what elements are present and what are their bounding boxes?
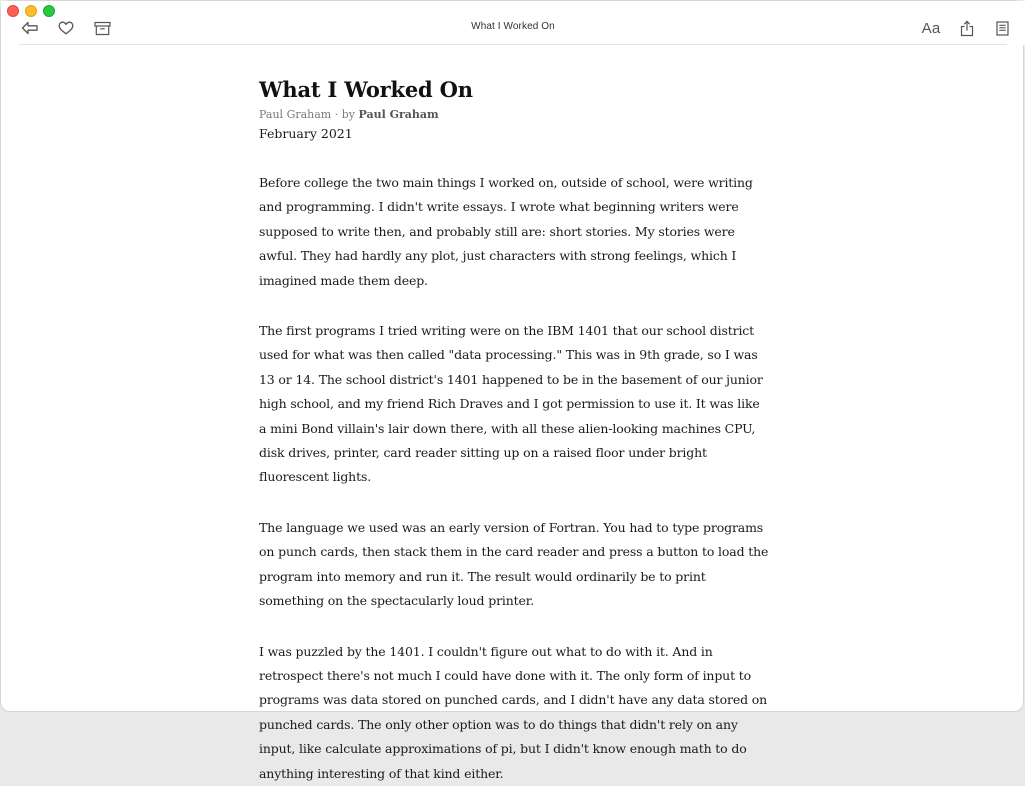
reader-view-button[interactable]	[991, 17, 1013, 39]
close-window-button[interactable]	[7, 5, 19, 17]
author-name: Paul Graham	[358, 108, 439, 121]
toolbar	[1, 1, 1025, 45]
article-title: What I Worked On	[259, 77, 473, 102]
minimize-window-button[interactable]	[25, 5, 37, 17]
font-settings-icon: Aa	[921, 19, 941, 37]
site-name: Paul Graham	[259, 108, 332, 121]
article-view[interactable]	[1, 45, 1025, 781]
zoom-window-button[interactable]	[43, 5, 55, 17]
article-paragraph: Before college the two main things I worked on, outside of school, were writing and programming. I didn't write essays. I wrote what beginning writers were supposed to write then, and probably still are: short stories. My stories were awful. They had hardly any plot, just characters with strong feelings, which I imagined made them deep.	[259, 175, 753, 288]
article	[259, 75, 769, 786]
article-paragraph: The first programs I tried writing were on the IBM 1401 that our school district used for what was then called "data processing." This was in 9th grade, so I was 13 or 14. The school district's 1401 happened to be in the basement of our junior high school, and my friend Rich Draves and I got permission to use it. It was like a mini Bond villain's lair down there, with all these alien-looking machines CPU, disk drives, printer, card reader sitting up on a raised floor under bright fluorescent lights.	[259, 323, 763, 485]
window-title: What I Worked On	[471, 21, 555, 32]
share-button[interactable]	[956, 17, 978, 39]
byline	[259, 107, 769, 123]
font-settings-button[interactable]	[919, 17, 943, 39]
publish-date: February 2021	[259, 126, 353, 141]
byline-separator: · by	[334, 108, 355, 121]
article-paragraph: I was puzzled by the 1401. I couldn't figure out what to do with it. And in retrospect there's not much I could have done with it. The only form of input to programs was data stored on punched cards, and I didn't have any data stored on punched cards. The only other option was to do things that didn't rely on any input, like calculate approximations of pi, but I didn't know enough math to do anything interesting of that kind either.	[259, 643, 768, 781]
article-paragraph: The language we used was an early version of Fortran. You had to type programs on punch cards, then stack them in the card reader and press a button to load the program into memory and run it. The result would ordinarily be to print something on the spectacularly loud printer.	[259, 519, 769, 609]
reader-document-icon	[996, 21, 1009, 36]
share-icon	[960, 20, 974, 37]
